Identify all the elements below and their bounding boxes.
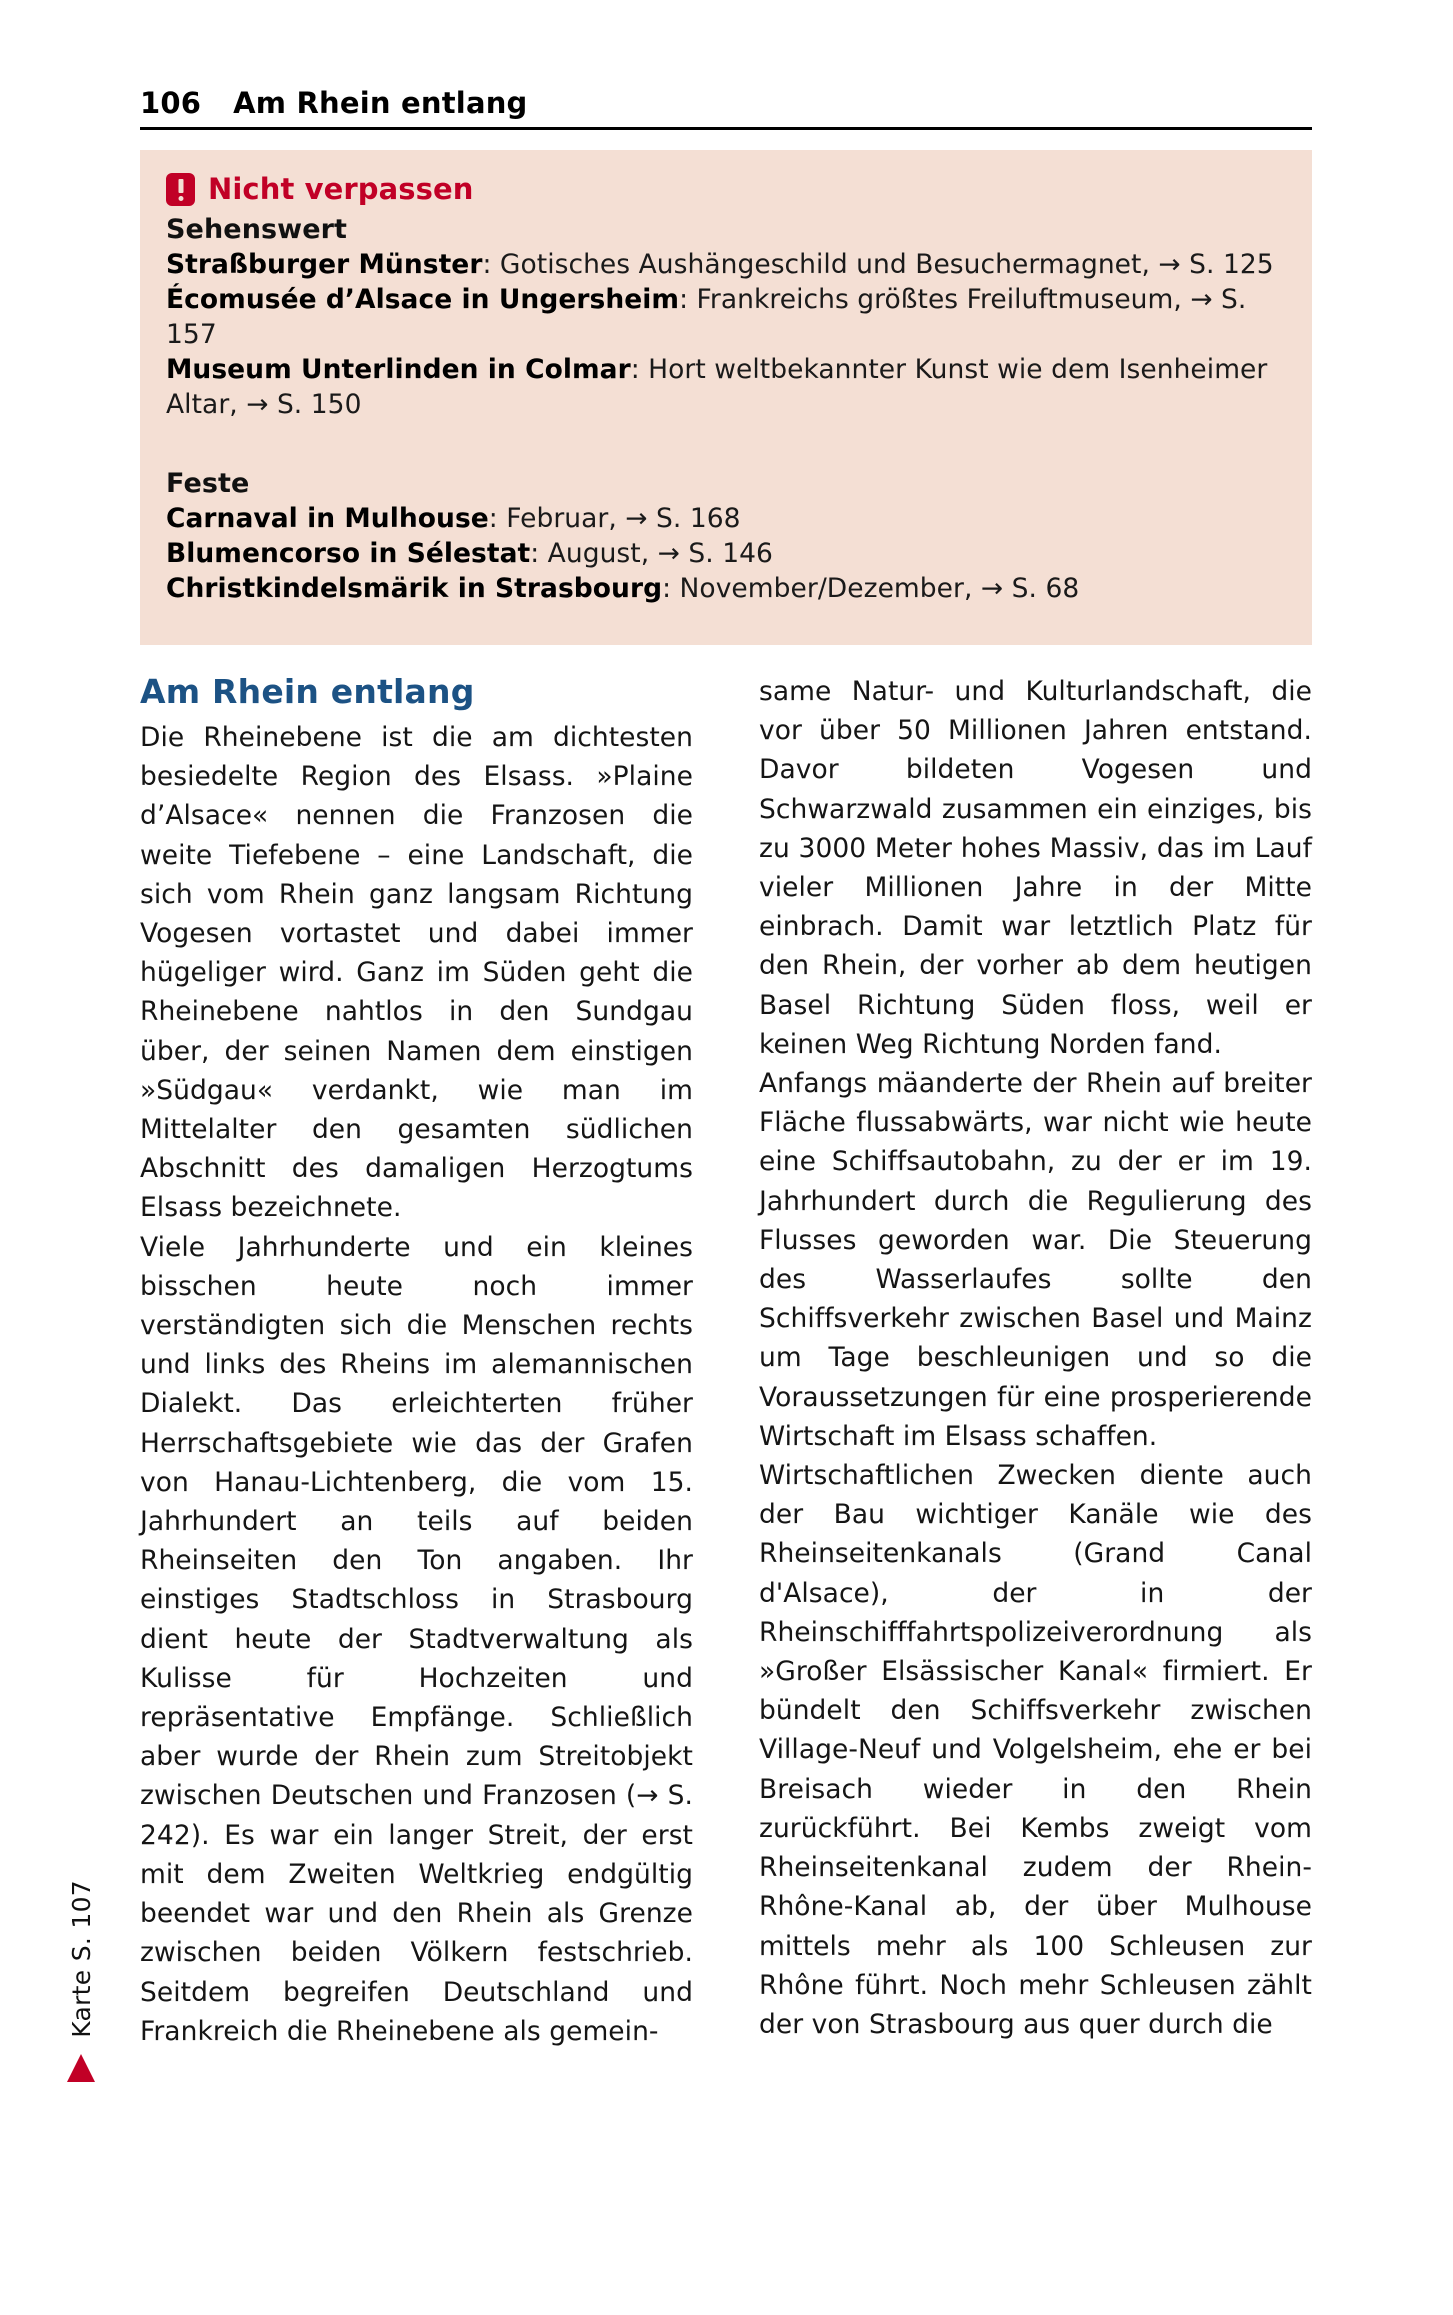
notice-entry — [166, 536, 1286, 571]
notice-entry-description: : Hort weltbekannter Kunst wie dem Isenheimer Altar, → S. 150 — [166, 354, 1268, 420]
triangle-up-marker — [67, 2054, 95, 2082]
body-paragraph: same Natur- und Kulturlandschaft, die vor über 50 Millionen Jahren entstand. Davor bildeten Vogesen und Schwarzwald zusammen ein einziges, bis zu 3000 Meter hohes Massiv, das im Lauf vieler Millionen Jahre in der Mitte einbrach. Damit war letztlich Platz für den Rhein, der vorher ab dem heutigen Basel Richtung Süden floss, weil er keinen Weg Richtung Norden fand. — [759, 676, 1312, 1060]
notice-box — [140, 150, 1312, 645]
notice-header — [166, 172, 1286, 206]
notice-entry-name: Christkindelsmärik in Strasbourg — [166, 573, 663, 604]
section-title: Am Rhein entlang — [140, 672, 475, 711]
body-paragraph: Wirtschaftlichen Zwecken diente auch der Bau wichtiger Kanäle wie des Rheinseitenkanals (Grand Canal d'Alsace), der in der Rheinschifffahrtspolizeiverordnung als »Großer Elsässischer Kanal« firmiert. Er bündelt den Schiffsverkehr zwischen Village-Neuf und Volgelsheim, ehe er bei Breisach wieder in den Rhein zurückführt. Bei Kembs zweigt vom Rheinseitenkanal zudem der Rhein-Rhône-Kanal ab, der über Mulhouse mittels mehr als 100 Schleusen zur Rhône führt. Noch mehr Schleusen zählt der von Strasbourg aus quer durch die — [759, 1460, 1312, 2040]
margin-tab — [58, 1880, 104, 2082]
notice-entry — [166, 247, 1286, 282]
page-number: 106 — [140, 86, 202, 120]
notice-entry-description: : Frankreichs größtes Freiluftmuseum, → S. 157 — [166, 284, 1247, 350]
notice-entry — [166, 501, 1286, 536]
notice-entry-name: Blumencorso in Sélestat — [166, 538, 531, 569]
notice-entry-name: Straßburger Münster — [166, 249, 483, 280]
notice-section-heading-feste: Feste — [166, 468, 250, 499]
notice-entry — [166, 282, 1286, 352]
running-head-title: Am Rhein entlang — [233, 86, 528, 120]
right-column — [759, 672, 1312, 2051]
body-paragraph: Anfangs mäanderte der Rhein auf breiter Fläche flussabwärts, war nicht wie heute eine Schiffsautobahn, zu der er im 19. Jahrhundert durch die Regulierung des Flusses geworden war. Die Steuerung des Wasserlaufes sollte den Schiffsverkehr zwischen Basel und Mainz um Tage beschleunigen und so die Voraussetzungen für eine prosperierende Wirtschaft im Elsass schaffen. — [759, 1068, 1312, 1452]
notice-entry-name: Écomusée d’Alsace in Ungersheim — [166, 284, 680, 315]
notice-entry-name: Museum Unterlinden in Colmar — [166, 354, 631, 385]
notice-entry — [166, 571, 1286, 606]
left-column — [140, 672, 693, 2051]
notice-entry — [166, 352, 1286, 422]
body-paragraph: Die Rheinebene ist die am dichtesten besiedelte Region des Elsass. »Plaine d’Alsace« nennen die Franzosen die weite Tiefebene – eine Landschaft, die sich vom Rhein ganz langsam Richtung Vogesen vortastet und dabei immer hügeliger wird. Ganz im Süden geht die Rheinebene nahtlos in den Sundgau über, der seinen Namen dem einstigen »Südgau« verdankt, wie man im Mittelalter den gesamten südlichen Abschnitt des damaligen Herzogtums Elsass bezeichnete. — [140, 722, 693, 1224]
notice-title: Nicht verpassen — [208, 172, 474, 206]
running-head — [140, 86, 1300, 120]
notice-entry-description: : Februar, → S. 168 — [488, 503, 741, 534]
notice-entry-description: : August, → S. 146 — [530, 538, 773, 569]
notice-section-heading-sehenswert: Sehenswert — [166, 214, 348, 245]
body-paragraph: Viele Jahrhunderte und ein kleines bisschen heute noch immer verständigten sich die Menschen rechts und links des Rheins im alemannischen Dialekt. Das erleichterten früher Herrschaftsgebiete wie das der Grafen von Hanau-Lichtenberg, die vom 15. Jahrhundert an teils auf beiden Rheinseiten den Ton angaben. Ihr einstiges Stadtschloss in Strasbourg dient heute der Stadtverwaltung als Kulisse für Hochzeiten und repräsentative Empfänge. Schließlich aber wurde der Rhein zum Streitobjekt zwischen Deutschen und Franzosen (→ S. 242). Es war ein langer Streit, der erst mit dem Zweiten Weltkrieg endgültig beendet war und den Rhein als Grenze zwischen beiden Völkern festschrieb. Seitdem begreifen Deutschland und Frankreich die Rheinebene als gemein- — [140, 1231, 693, 2047]
margin-tab-label: Karte S. 107 — [66, 1880, 96, 2038]
exclamation-icon — [166, 173, 195, 206]
running-head-rule — [140, 127, 1312, 130]
notice-entry-description: : November/Dezember, → S. 68 — [662, 573, 1080, 604]
article-columns — [140, 672, 1312, 2051]
notice-entry-description: : Gotisches Aushängeschild und Besuchermagnet, → S. 125 — [482, 249, 1274, 280]
notice-entry-name: Carnaval in Mulhouse — [166, 503, 489, 534]
